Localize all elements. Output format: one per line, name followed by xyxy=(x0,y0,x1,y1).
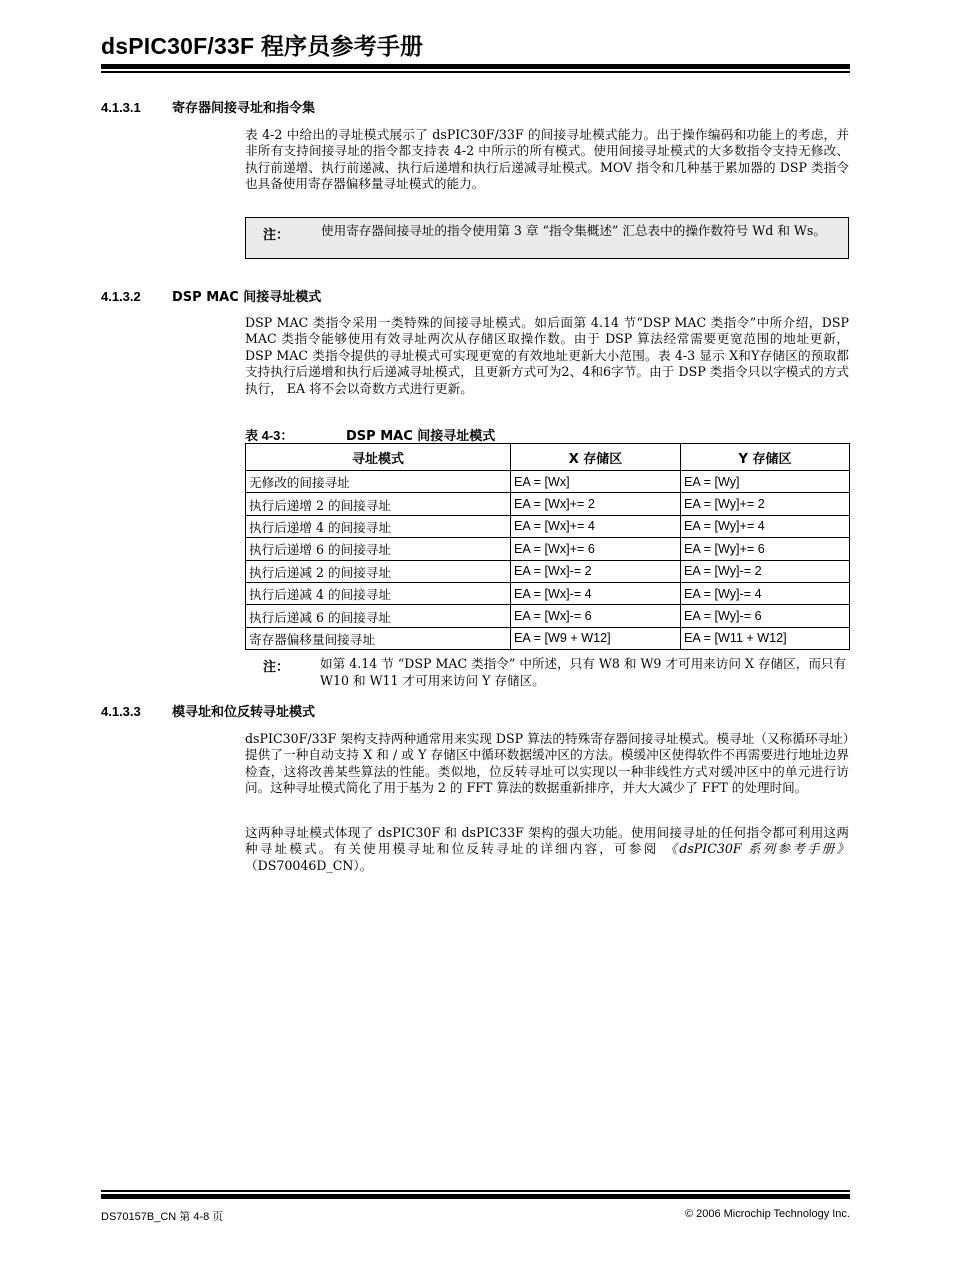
column-header: X 存储区 xyxy=(511,444,681,471)
table-row xyxy=(246,493,850,515)
header-rule-thin xyxy=(101,71,850,73)
table-caption xyxy=(245,425,495,444)
footer-rule-thick xyxy=(101,1194,850,1199)
table-cell: EA = [Wx]-= 2 xyxy=(511,560,681,582)
note-label: 注： xyxy=(263,228,290,243)
table-cell: EA = [Wy]-= 4 xyxy=(681,582,850,604)
table-row xyxy=(246,471,850,493)
section-number: 4.1.3.1 xyxy=(101,100,141,115)
table-cell: EA = [Wx]+= 4 xyxy=(511,515,681,537)
header-rule-thick xyxy=(101,64,850,69)
table-cell: EA = [Wy]+= 4 xyxy=(681,515,850,537)
table-cell: EA = [Wx] xyxy=(511,471,681,493)
section-body: 表 4-2 中给出的寻址模式展示了 dsPIC30F/33F 的间接寻址模式能力。出于操作编码和功能上的考虑，并非所有支持间接寻址的指令都支持表 4-2 中所示的所有模式。使用间接寻址模式的大多数指令支持无修改、执行前递增、执行前递减、执行后递增和执行后递减寻址模式。MOV 指令和几种基于累加器的 DSP 类指令也具备使用寄存器偏移量寻址模式的能力。 xyxy=(245,127,849,192)
section-body: DSP MAC 类指令采用一类特殊的间接寻址模式。如后面第 4.14 节“DSP MAC 类指令”中所介绍，DSP MAC 类指令能够使用有效寻址两次从存储区取操作数。由于 DSP 算法经常需要更宽范围的地址更新， DSP MAC 类指令提供的寻址模式可实现更宽的有效地址更新大小范围。表 4-3 显示 X和Y存储区的预取都支持执行后递增和执行后递减寻址模式，且更新方式可为2、4和6字节。由于 DSP 类指令只以字模式的方式执行， EA 将不会以奇数方式进行更新。 xyxy=(245,315,849,396)
table-header-row xyxy=(246,444,850,471)
table-cell: 执行后递增 2 的间接寻址 xyxy=(246,493,511,515)
table-cell: 执行后递增 6 的间接寻址 xyxy=(246,538,511,560)
table-row xyxy=(246,582,850,604)
table-cell: 执行后递减 2 的间接寻址 xyxy=(246,560,511,582)
section-number: 4.1.3.3 xyxy=(101,704,141,719)
document-reference: 《dsPIC30F 系列参考手册》 xyxy=(664,841,849,857)
column-header: Y 存储区 xyxy=(681,444,850,471)
table-cell: EA = [W9 + W12] xyxy=(511,627,681,649)
addressing-mode-table xyxy=(245,443,850,650)
section-body-2 xyxy=(245,825,849,874)
footer-document-number: DS70157B_CN 第 4-8 页 xyxy=(101,1211,224,1223)
table-cell: 执行后递减 4 的间接寻址 xyxy=(246,582,511,604)
body-text: 这两种寻址模式体现了 dsPIC30F 和 dsPIC33F 架构的强大功能。使用间接寻址的任何指令都可利用这两种寻址模式。有关使用模寻址和位反转寻址的详细内容，可参阅 xyxy=(245,825,849,857)
footer-copyright: © 2006 Microchip Technology Inc. xyxy=(684,1208,850,1220)
footer-rule-thin xyxy=(101,1190,850,1192)
section-title: DSP MAC 间接寻址模式 xyxy=(172,290,322,305)
table-cell: EA = [Wy]+= 2 xyxy=(681,493,850,515)
table-cell: EA = [Wx]+= 6 xyxy=(511,538,681,560)
table-note-label: 注： xyxy=(263,660,290,675)
table-cell: EA = [Wx]+= 2 xyxy=(511,493,681,515)
column-header: 寻址模式 xyxy=(246,444,511,471)
page-footer xyxy=(101,1190,850,1223)
table-cell: 执行后递减 6 的间接寻址 xyxy=(246,605,511,627)
table-note-text: 如第 4.14 节 “DSP MAC 类指令” 中所述，只有 W8 和 W9 才可用来访问 X 存储区，而只有 W10 和 W11 才可用来访问 Y 存储区。 xyxy=(320,656,847,688)
table-caption-number: 表 4-3： xyxy=(245,428,294,443)
table-cell: 执行后递增 4 的间接寻址 xyxy=(246,515,511,537)
section-number: 4.1.3.2 xyxy=(101,289,141,304)
table-row xyxy=(246,605,850,627)
page-title: dsPIC30F/33F 程序员参考手册 xyxy=(101,33,424,59)
table-row xyxy=(246,538,850,560)
section-heading-4-1-3-1 xyxy=(101,97,315,116)
table-row xyxy=(246,560,850,582)
table-caption-title: DSP MAC 间接寻址模式 xyxy=(346,429,496,444)
table-cell: EA = [Wy]-= 2 xyxy=(681,560,850,582)
table-row xyxy=(246,627,850,649)
table-row xyxy=(246,515,850,537)
page-header xyxy=(101,30,850,73)
section-heading-4-1-3-3 xyxy=(101,701,315,720)
table-cell: EA = [Wy] xyxy=(681,471,850,493)
table-cell: EA = [Wy]-= 6 xyxy=(681,605,850,627)
section-heading-4-1-3-2 xyxy=(101,286,321,305)
note-text: 使用寄存器间接寻址的指令使用第 3 章 “指令集概述” 汇总表中的操作数符号 Wd 和 Ws。 xyxy=(321,223,826,238)
table-cell: 无修改的间接寻址 xyxy=(246,471,511,493)
table-cell: EA = [Wx]-= 4 xyxy=(511,582,681,604)
body-text: （DS70046D_CN）。 xyxy=(245,857,373,873)
section-title: 模寻址和位反转寻址模式 xyxy=(172,705,316,720)
table-cell: EA = [Wy]+= 6 xyxy=(681,538,850,560)
table-cell: EA = [Wx]-= 6 xyxy=(511,605,681,627)
section-title: 寄存器间接寻址和指令集 xyxy=(172,101,316,116)
note-box xyxy=(245,217,849,259)
table-cell: 寄存器偏移量间接寻址 xyxy=(246,627,511,649)
table-cell: EA = [W11 + W12] xyxy=(681,627,850,649)
section-body: dsPIC30F/33F 架构支持两种通常用来实现 DSP 算法的特殊寄存器间接寻址模式。模寻址（又称循环寻址）提供了一种自动支持 X 和 / 或 Y 存储区中循环数据缓冲区的方法。模缓冲区使得软件不再需要进行地址边界检查，这将改善某些算法的性能。类似地，位反转寻址可以实现以一种非线性方式对缓冲区中的单元进行访问。这种寻址模式简化了用于基为 2 的 FFT 算法的数据重新排序，并大大减少了 FFT 的处理时间。 xyxy=(245,731,849,796)
